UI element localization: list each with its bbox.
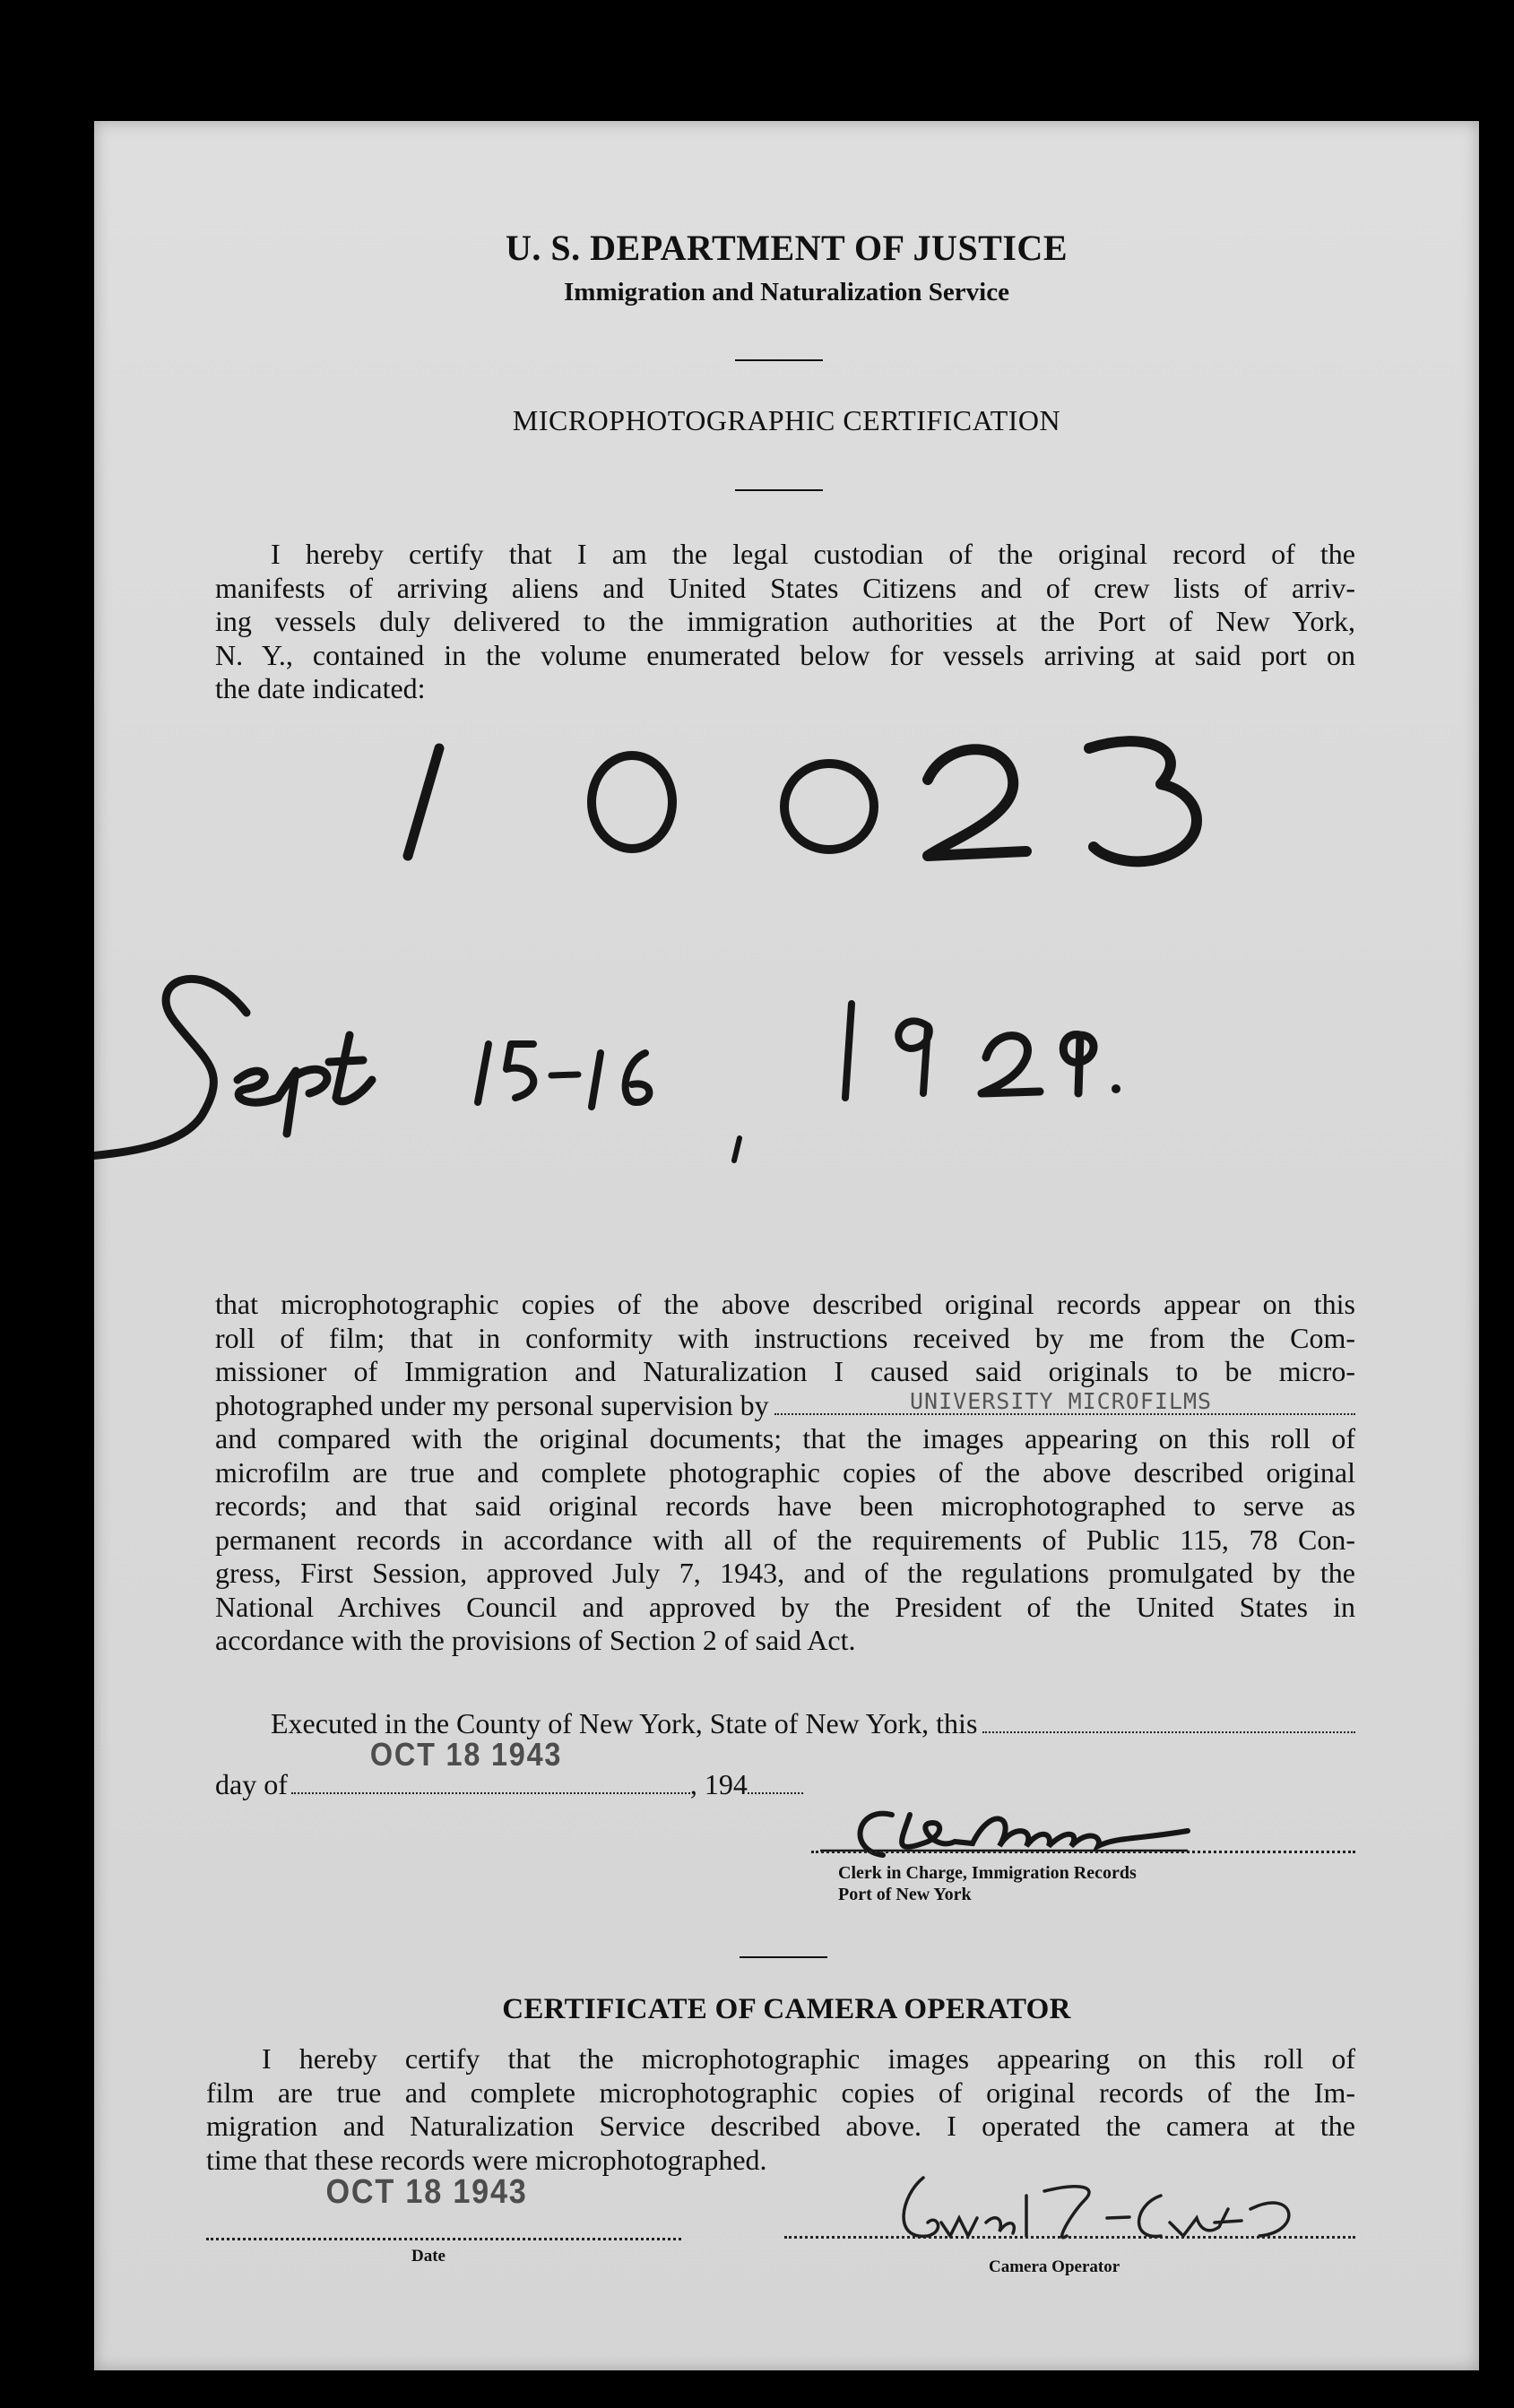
executed-text: Executed in the County of New York, State of New York, this	[271, 1707, 978, 1739]
handwritten-volume-number	[408, 741, 1197, 861]
camera-date-stamp: OCT 18 1943	[325, 2173, 528, 2211]
operator-label: Camera Operator	[989, 2257, 1120, 2276]
intro-line: ing vessels duly delivered to the immigration authorities at the Port of New York,	[215, 605, 1355, 637]
body-line: that microphotographic copies of the above described original records appear on this	[215, 1288, 1355, 1320]
supervisor-typed-name: UNIVERSITY MICROFILMS	[910, 1388, 1213, 1414]
camera-paragraph	[206, 2042, 1355, 2177]
body-line: roll of film; that in conformity with instructions received by me from the Com-	[215, 1321, 1355, 1354]
department-heading: U. S. DEPARTMENT OF JUSTICE	[506, 228, 1068, 268]
intro-line: the date indicated:	[215, 672, 426, 704]
certificate-page	[94, 121, 1479, 2370]
certification-title: MICROPHOTOGRAPHIC CERTIFICATION	[512, 404, 1061, 436]
handwriting-layer	[94, 121, 1479, 1286]
date-label: Date	[411, 2247, 446, 2266]
body-line: photographed under my personal supervision by	[215, 1388, 769, 1421]
divider	[740, 1956, 827, 1958]
body-paragraph	[215, 1288, 1355, 1658]
handwritten-date	[94, 979, 1120, 1161]
date-stamp: OCT 18 1943	[369, 1736, 563, 1773]
body-line: permanent records in accordance with all of the requirements of Public 115, 78 Con-	[215, 1523, 1355, 1556]
camera-operator-signature	[874, 2160, 1340, 2258]
clerk-port-text: Port of New York	[838, 1885, 972, 1904]
body-line: microfilm are true and complete photographic copies of the above described original	[215, 1455, 1355, 1489]
camera-line: film are true and complete microphotographic copies of original records of the Im-	[206, 2076, 1355, 2109]
day-of-label: day of	[215, 1768, 288, 1800]
day-of-field	[291, 1774, 690, 1794]
executed-day-field	[982, 1713, 1355, 1733]
body-line: accordance with the provisions of Section 2 of said Act.	[215, 1624, 856, 1656]
operator-signature-line	[784, 2236, 1355, 2239]
body-line: missioner of Immigration and Naturalization I caused said originals to be micro-	[215, 1355, 1355, 1387]
camera-line: I hereby certify that the microphotographic images appearing on this roll of	[262, 2042, 1355, 2075]
intro-line: I hereby certify that I am the legal custodian of the original record of the	[271, 538, 1355, 570]
body-line: National Archives Council and approved by the President of the United States in	[215, 1590, 1355, 1623]
body-line: gress, First Session, approved July 7, 1943, and of the regulations promulgated by the	[215, 1557, 1355, 1589]
clerk-title	[838, 1862, 1137, 1905]
year-label: , 194	[689, 1768, 748, 1800]
service-subheading: Immigration and Naturalization Service	[564, 278, 1009, 306]
intro-line: N. Y., contained in the volume enumerated below for vessels arriving at said port on	[215, 638, 1355, 671]
body-line: and compared with the original documents; that the images appearing on this roll of	[215, 1422, 1355, 1454]
clerk-signature-line	[811, 1851, 1355, 1853]
intro-line: manifests of arriving aliens and United States Citizens and of crew lists of arriv-	[215, 571, 1355, 604]
clerk-title-text: Clerk in Charge, Immigration Records	[838, 1863, 1137, 1883]
camera-line: time that these records were microphotographed.	[206, 2143, 767, 2176]
date-line	[206, 2238, 681, 2240]
camera-certificate-title: CERTIFICATE OF CAMERA OPERATOR	[502, 1993, 1071, 2025]
camera-line: migration and Naturalization Service described above. I operated the camera at the	[206, 2110, 1355, 2142]
body-line: records; and that said original records have been microphotographed to serve as	[215, 1489, 1355, 1522]
